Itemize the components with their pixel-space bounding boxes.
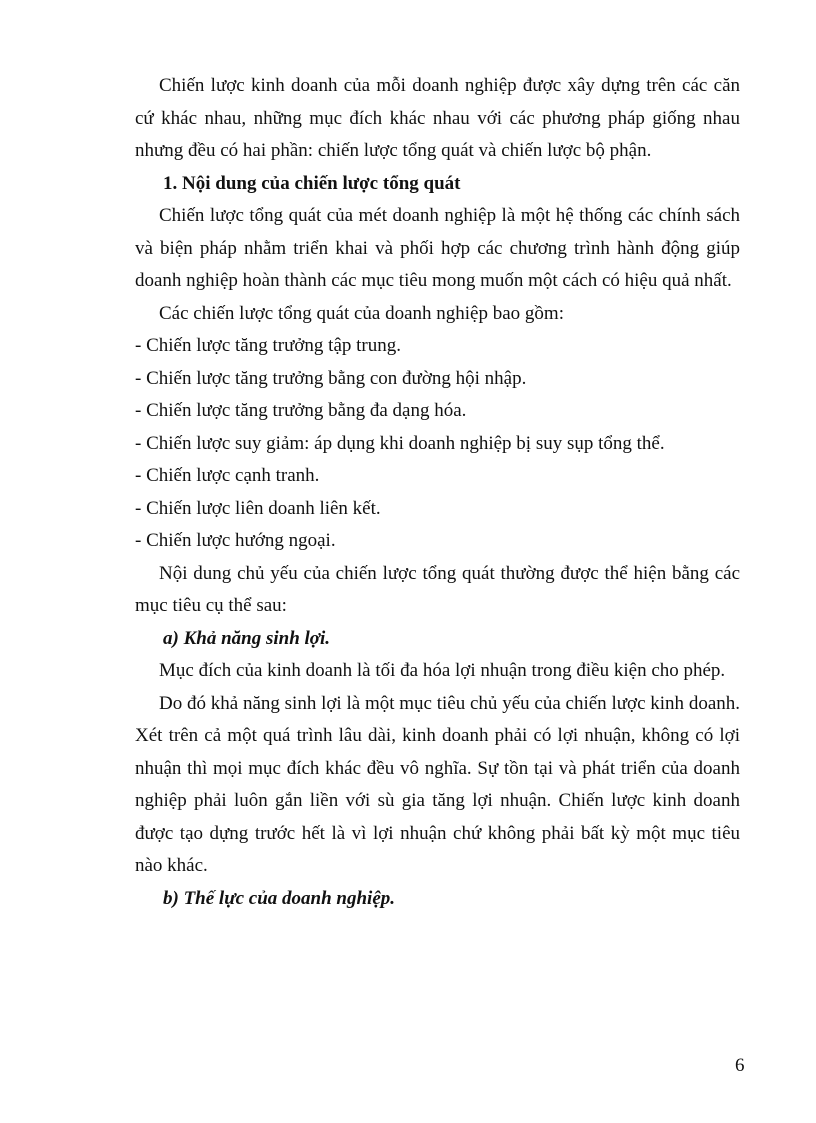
list-item: - Chiến lược tăng trưởng bằng đa dạng hóa. [135,400,467,421]
subsection-a-paragraph-2: Do đó khả năng sinh lợi là một mục tiêu chủ yếu của chiến lược kinh doanh. Xét trên cả một quá trình lâu dài, kinh doanh phải có lợi nhuận, không có lợi nhuận thì mọi mục đích khác đều vô nghĩa. Sự tồn tại và phát triển của doanh nghiệp phải luôn gắn liền với sù gia tăng lợi nhuận. Chiến lược kinh doanh được tạo dựng trước hết là vì lợi nhuận chứ không phải bất kỳ một mục tiêu nào khác. [135,692,740,876]
subsection-a-paragraph-1: Mục đích của kinh doanh là tối đa hóa lợi nhuận trong điều kiện cho phép. [159,660,726,681]
list-item: - Chiến lược cạnh tranh. [135,465,320,486]
list-item: - Chiến lược liên doanh liên kết. [135,497,381,519]
page-number: 6 [735,1055,745,1076]
list-item: - Chiến lược hướng ngoại. [135,530,336,551]
section-1-paragraph-3: Nội dung chủ yếu của chiến lược tổng quát thường được thể hiện bằng các mục tiêu cụ thể sau: [135,562,740,616]
list-item: - Chiến lược tăng trưởng bằng con đường hội nhập. [135,367,527,389]
list-item: - Chiến lược suy giảm: áp dụng khi doanh nghiệp bị suy sụp tổng thể. [135,432,665,454]
intro-paragraph: Chiến lược kinh doanh của mỗi doanh nghiệp được xây dựng trên các căn cứ khác nhau, những mục đích khác nhau với các phương pháp giống nhau nhưng đều có hai phần: chiến lược tổng quát và chiến lược bộ phận. [135,75,740,161]
page-content [135,70,740,915]
section-1-paragraph-1: Chiến lược tổng quát của mét doanh nghiệp là một hệ thống các chính sách và biện pháp nhằm triển khai và phối hợp các chương trình hành động giúp doanh nghiệp hoàn thành các mục tiêu mong muốn một cách có hiệu quả nhất. [135,205,740,291]
section-1-heading: 1. Nội dung của chiến lược tổng quát [163,172,461,194]
list-item: - Chiến lược tăng trưởng tập trung. [135,335,401,356]
subsection-a-heading: a) Khả năng sinh lợi. [163,627,331,649]
section-1-paragraph-2: Các chiến lược tổng quát của doanh nghiệp bao gồm: [159,302,564,324]
subsection-b-heading: b) Thế lực của doanh nghiệp. [163,887,396,909]
